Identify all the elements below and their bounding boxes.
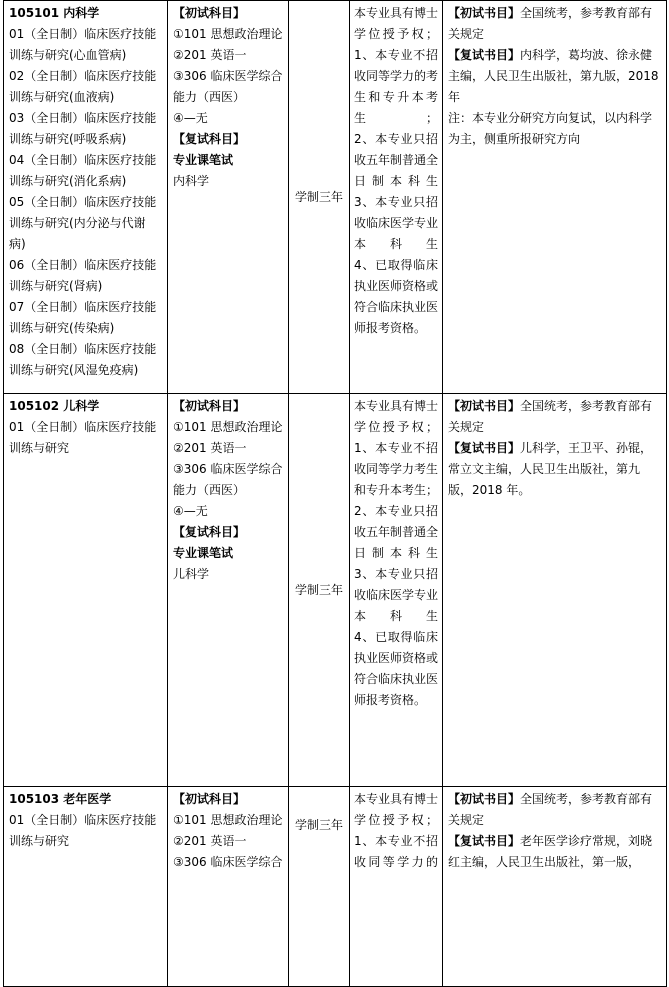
retest-books-text: 老年医学诊疗常规，刘晓红主编，人民卫生出版社，第一版， (448, 834, 653, 869)
requirements-cell (350, 787, 443, 987)
major-cell (4, 1, 168, 394)
retest-exam-label: 【复试科目】 (173, 132, 246, 146)
requirement-text: 3、本专业只招收临床医学专业本科生 (354, 195, 439, 251)
direction-item: 02（全日制）临床医疗技能训练与研究(血液病) (9, 69, 157, 104)
duration-cell: 学制三年 (289, 787, 350, 987)
retest-exam-subject: 儿科学 (173, 567, 210, 581)
requirement-text: 4、已取得临床执业医师资格或符合临床执业医师报考资格。 (354, 258, 439, 335)
retest-books-text: 内科学，葛均波、徐永健主编，人民卫生出版社，第九版，2018 年 (448, 48, 659, 104)
retest-books-label: 【复试书目】 (448, 441, 521, 455)
exam-subjects-cell (168, 787, 289, 987)
initial-books-text: 全国统考，参考教育部有关规定 (448, 792, 653, 827)
direction-item: 03（全日制）临床医疗技能训练与研究(呼吸系病) (9, 111, 157, 146)
major-code: 105102 儿科学 (9, 399, 100, 413)
exam-subject: ①101 思想政治理论 (173, 420, 283, 434)
major-cell (4, 394, 168, 787)
direction-item: 07（全日制）临床医疗技能训练与研究(传染病) (9, 300, 157, 335)
exam-subject: ②201 英语一 (173, 441, 247, 455)
exam-subject: ③306 临床医学综合能力（西医） (173, 462, 283, 497)
exam-subjects-cell (168, 394, 289, 787)
retest-exam-type: 专业课笔试 (173, 153, 234, 167)
reference-books-cell (443, 1, 667, 394)
requirement-text: 4、已取得临床执业医师资格或符合临床执业医师报考资格。 (354, 630, 439, 707)
exam-subject: ③306 临床医学综合 (173, 855, 283, 869)
major-cell (4, 787, 168, 987)
retest-books (448, 438, 663, 501)
admissions-table (3, 0, 667, 987)
initial-exam-label: 【初试科目】 (173, 6, 246, 20)
initial-books-label: 【初试书目】 (448, 792, 521, 806)
exam-subject: ①101 思想政治理论 (173, 813, 283, 827)
exam-subjects-cell (168, 1, 289, 394)
note-text: 注：本专业分研究方向复试，以内科学为主，侧重所报研究方向 (448, 111, 653, 146)
direction-item: 01（全日制）临床医疗技能训练与研究(心血管病) (9, 27, 157, 62)
major-code: 105101 内科学 (9, 6, 100, 20)
exam-subject: ①101 思想政治理论 (173, 27, 283, 41)
direction-item: 04（全日制）临床医疗技能训练与研究(消化系病) (9, 153, 157, 188)
initial-books-text: 全国统考，参考教育部有关规定 (448, 399, 653, 434)
major-code: 105103 老年医学 (9, 792, 112, 806)
initial-exam-label: 【初试科目】 (173, 792, 246, 806)
duration-cell: 学制三年 (289, 394, 350, 787)
requirement-text: 1、本专业不招收同等学力的 (354, 834, 438, 869)
requirement-text: 3、本专业只招收临床医学专业本科生 (354, 567, 439, 623)
exam-subject: ②201 英语一 (173, 48, 247, 62)
retest-books-label: 【复试书目】 (448, 834, 521, 848)
exam-subject: ③306 临床医学综合能力（西医） (173, 69, 283, 104)
direction-item: 05（全日制）临床医疗技能训练与研究(内分泌与代谢病) (9, 195, 157, 251)
duration-cell: 学制三年 (289, 1, 350, 394)
retest-exam-label: 【复试科目】 (173, 525, 246, 539)
requirement-text: 2、本专业只招收五年制普通全日制本科生 (354, 132, 439, 188)
retest-exam-type: 专业课笔试 (173, 546, 234, 560)
retest-exam-subject: 内科学 (173, 174, 210, 188)
retest-books (448, 831, 663, 873)
initial-books-text: 全国统考，参考教育部有关规定 (448, 6, 653, 41)
retest-books (448, 45, 663, 108)
table-row (4, 1, 667, 394)
initial-books (448, 789, 663, 831)
table-row (4, 394, 667, 787)
requirement-text: 2、本专业只招收五年制普通全日制本科生 (354, 504, 439, 560)
initial-books (448, 3, 663, 45)
initial-books-label: 【初试书目】 (448, 399, 521, 413)
table-row (4, 787, 667, 987)
exam-subject: ④—无 (173, 111, 208, 125)
direction-item: 06（全日制）临床医疗技能训练与研究(肾病) (9, 258, 157, 293)
initial-books (448, 396, 663, 438)
requirement-text: 本专业具有博士学位授予权； (354, 792, 439, 827)
requirement-text: 1、本专业不招收同等学力的考生和专升本考生； (354, 48, 439, 125)
direction-item: 08（全日制）临床医疗技能训练与研究(风湿免疫病) (9, 342, 157, 377)
initial-exam-label: 【初试科目】 (173, 399, 246, 413)
retest-books-text: 儿科学，王卫平、孙锟，常立文主编，人民卫生出版社，第九版，2018 年。 (448, 441, 653, 497)
retest-books-label: 【复试书目】 (448, 48, 521, 62)
requirement-text: 1、本专业不招收同等学力考生和专升本考生； (354, 441, 439, 497)
direction-item: 01（全日制）临床医疗技能训练与研究 (9, 813, 157, 848)
direction-item: 01（全日制）临床医疗技能训练与研究 (9, 420, 157, 455)
requirement-text: 本专业具有博士学位授予权； (354, 399, 439, 434)
exam-subject: ②201 英语一 (173, 834, 247, 848)
requirements-cell (350, 394, 443, 787)
reference-books-cell (443, 394, 667, 787)
reference-books-cell (443, 787, 667, 987)
initial-books-label: 【初试书目】 (448, 6, 521, 20)
requirement-text: 本专业具有博士学位授予权； (354, 6, 439, 41)
exam-subject: ④—无 (173, 504, 208, 518)
requirements-cell (350, 1, 443, 394)
